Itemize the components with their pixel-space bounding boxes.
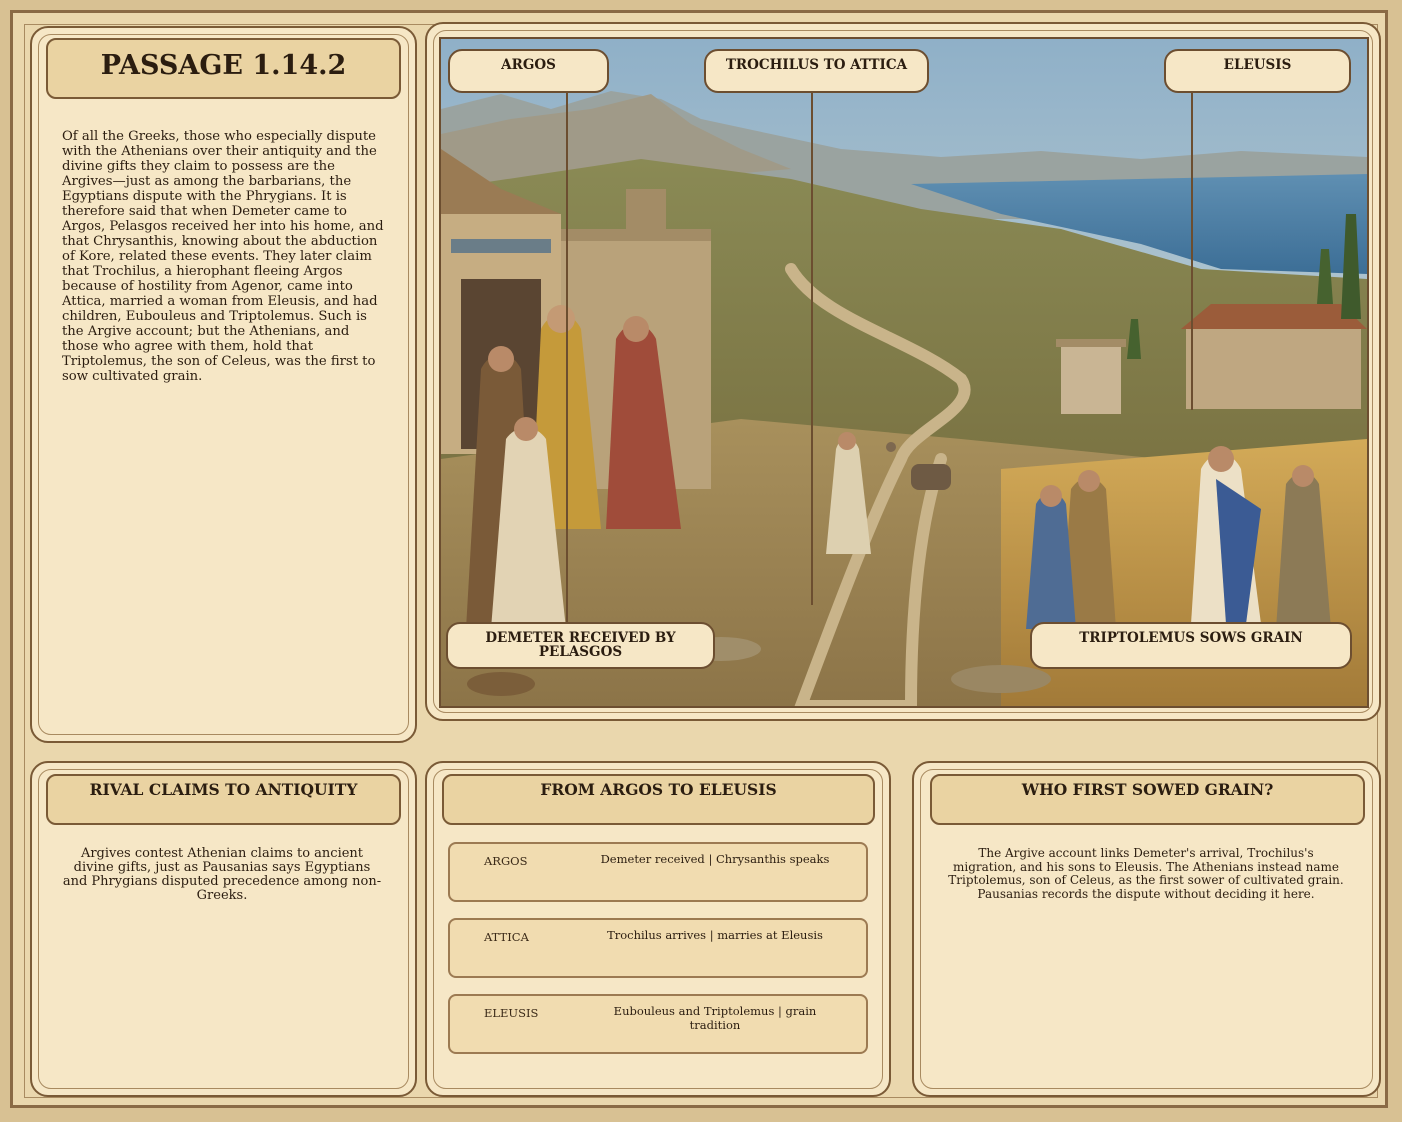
label-argos: ARGOS: [448, 49, 609, 93]
route-desc: Eubouleus and Triptolemus | grain tradition: [613, 1004, 817, 1032]
passage-title: PASSAGE 1.14.2: [46, 38, 401, 99]
grain-title: WHO FIRST SOWED GRAIN?: [930, 774, 1365, 825]
route-desc: Demeter received | Chrysanthis speaks: [600, 852, 830, 866]
label-triptolemus: TRIPTOLEMUS SOWS GRAIN: [1030, 622, 1352, 669]
route-title: FROM ARGOS TO ELEUSIS: [442, 774, 875, 825]
route-place: ATTICA: [484, 930, 529, 944]
route-row-attica: [448, 918, 868, 978]
argos-leader-line: [566, 90, 568, 625]
route-place: ARGOS: [484, 854, 528, 868]
eleusis-leader-line: [1191, 90, 1193, 410]
label-eleusis: ELEUSIS: [1164, 49, 1351, 93]
route-row-eleusis: [448, 994, 868, 1054]
route-row-argos: [448, 842, 868, 902]
route-place: ELEUSIS: [484, 1006, 539, 1020]
farmhouse: [1181, 304, 1367, 409]
label-demeter: DEMETER RECEIVED BY PELASGOS: [446, 622, 715, 669]
label-trochilus: TROCHILUS TO ATTICA: [704, 49, 929, 93]
route-desc: Trochilus arrives | marries at Eleusis: [607, 928, 823, 942]
scene-illustration: [439, 37, 1369, 708]
rival-title: RIVAL CLAIMS TO ANTIQUITY: [46, 774, 401, 825]
passage-text: Of all the Greeks, those who especially dispute with the Athenians over their antiquity and the divine gifts they claim to possess are the Argives—just as among the barbarians, the Egyptians dispute with the Phrygians. It is therefore said that when Demeter came to Argos, Pelasgos received her into his home, and that Chrysanthis, knowing about the abduction of Kore, related these events. They later claim that Trochilus, a hierophant fleeing Argos because of hostility from Agenor, came into Attica, married a woman from Eleusis, and had children, Eubouleus and Triptolemus. Such is the Argive account; but the Athenians, and those who agree with them, hold that Triptolemus, the son of Celeus, was the first to sow cultivated grain.: [62, 129, 384, 384]
small-shrine: [1056, 339, 1126, 414]
rival-text: Argives contest Athenian claims to ancient divine gifts, just as Pausanias says Egyptians and Phrygians disputed precedence among non-Greeks.: [62, 846, 382, 903]
grain-text: The Argive account links Demeter's arrival, Trochilus's migration, and his sons to Eleusis. The Athenians instead name Triptolemus, son of Celeus, as the first sower of cultivated grain. Pausanias records the dispute without deciding it here.: [948, 846, 1344, 901]
trochilus-leader-line: [811, 90, 813, 605]
